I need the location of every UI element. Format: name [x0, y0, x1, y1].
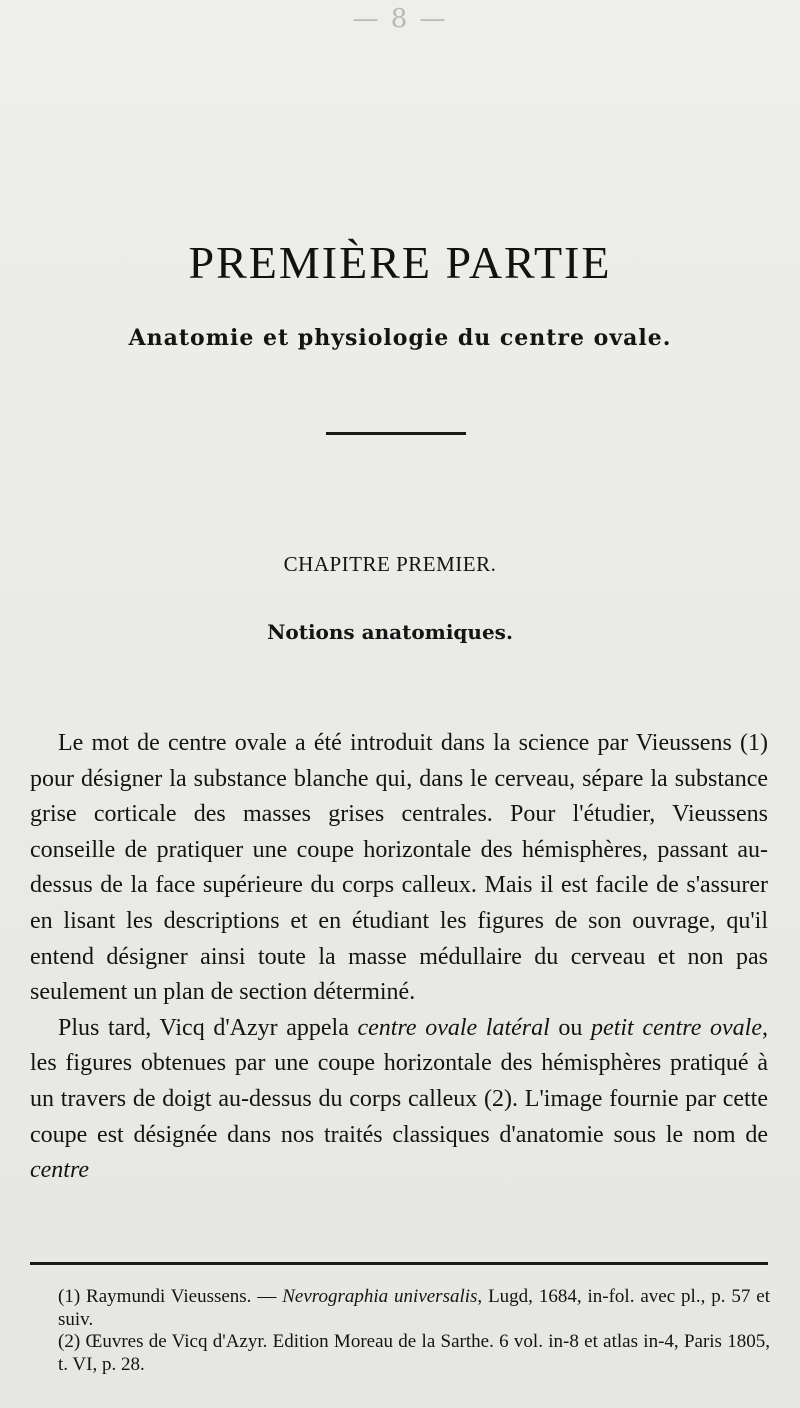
part-title: PREMIÈRE PARTIE [188, 237, 612, 288]
chapter-heading: CHAPITRE PREMIER. [283, 552, 497, 576]
short-divider-rule [326, 432, 466, 435]
paragraph-2-text: , les figures obtenues par une coupe horizontale des hémisphères pratiqué à un travers de doigt au-dessus du corps calleux (2). L'image fournie par cette coupe est désignée dans nos traités classiques d'anatomie sous le nom de [30, 1014, 768, 1148]
page-number: — 8 — [352, 4, 448, 34]
section-heading: Notions anatomiques. [267, 620, 513, 644]
footnote-2: (2) Œuvres de Vicq d'Azyr. Edition Moreau de la Sarthe. 6 vol. in-8 et atlas in-4, Paris 1805, t. VI, p. 28. [58, 1331, 770, 1375]
paragraph-2-text: Plus tard, Vicq d'Azyr appela [58, 1014, 358, 1041]
footnote-1 [30, 1286, 770, 1331]
body-text [30, 726, 768, 1189]
paragraph-2-term-centre: centre [30, 1157, 90, 1184]
footnotes [30, 1286, 770, 1376]
paragraph-1: Le mot de centre ovale a été introduit dans la science par Vieussens (1) pour désigner la substance blanche qui, dans le cerveau, sépare la substance grise corticale des masses grises centrales. Pour l'étudier, Vieussens conseille de pratiquer une coupe horizontale des hémisphères, passant au-dessus de la face supérieure du corps calleux. Mais il est facile de s'assurer en lisant les descriptions et en étudiant les figures de son ouvrage, qu'il entend désigner ainsi toute la masse médullaire du cerveau et non pas seulement un plan de section déterminé. [30, 730, 768, 1006]
footnote-divider-rule [30, 1262, 768, 1265]
footnote-1-text: (1) Raymundi Vieussens. — [58, 1286, 283, 1307]
footnote-1-title: Nevrographia universalis [282, 1286, 478, 1307]
footnote-1-text: , Lugd, 1684, in-fol. avec pl., p. 57 et suiv. [58, 1286, 770, 1330]
paragraph-2-text: ou [549, 1014, 592, 1041]
paragraph-2-term-petit: petit centre ovale [591, 1014, 762, 1041]
paragraph-2 [30, 1011, 768, 1189]
paragraph-2-term-lateral: centre ovale latéral [357, 1014, 550, 1041]
part-subtitle: Anatomie et physiologie du centre ovale. [128, 325, 672, 351]
